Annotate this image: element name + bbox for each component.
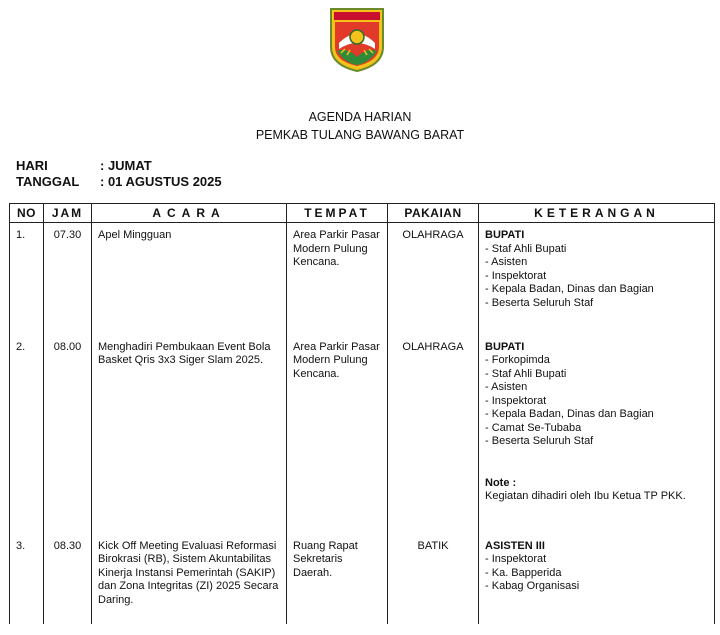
row-pakaian: OLAHRAGA xyxy=(388,335,479,534)
list-item: - Asisten xyxy=(485,256,708,270)
row-tempat: Ruang Rapat Sekretaris Daerah. xyxy=(287,534,388,624)
col-header-no: NO xyxy=(10,204,44,223)
keterangan-head: BUPATI xyxy=(485,229,525,241)
list-item: - Kabag Organisasi xyxy=(485,580,708,594)
agenda-title: AGENDA HARIAN xyxy=(308,110,412,124)
list-item: - Asisten xyxy=(485,381,708,395)
date-label: TANGGAL xyxy=(16,174,80,189)
regency-emblem-logo xyxy=(329,7,385,73)
list-item: - Beserta Seluruh Staf xyxy=(485,435,708,449)
col-header-pakaian: PAKAIAN xyxy=(388,204,479,223)
table-row xyxy=(10,223,715,335)
row-jam: 08.30 xyxy=(44,534,92,624)
table-row xyxy=(10,534,715,624)
row-tempat: Area Parkir Pasar Modern Pulung Kencana. xyxy=(287,223,388,335)
keterangan-head: ASISTEN III xyxy=(485,539,545,552)
row-keterangan xyxy=(479,335,715,534)
attendee-list xyxy=(485,553,708,594)
list-item: - Inspektorat xyxy=(485,395,708,409)
day-value: : JUMAT xyxy=(100,158,152,173)
list-item: - Beserta Seluruh Staf xyxy=(485,297,708,311)
list-item: - Camat Se-Tubaba xyxy=(485,422,708,436)
row-acara: Menghadiri Pembukaan Event Bola Basket Qris 3x3 Siger Slam 2025. xyxy=(92,335,287,534)
attendee-list xyxy=(485,354,708,449)
row-acara: Apel Mingguan xyxy=(92,223,287,335)
note-text: Kegiatan dihadiri oleh Ibu Ketua TP PKK. xyxy=(485,490,686,502)
col-header-acara: ACARA xyxy=(92,204,287,223)
row-keterangan xyxy=(479,223,715,335)
row-keterangan xyxy=(479,534,715,624)
list-item: - Ka. Bapperida xyxy=(485,567,708,581)
row-jam: 07.30 xyxy=(44,223,92,335)
row-pakaian: BATIK xyxy=(388,534,479,624)
table-row xyxy=(10,335,715,534)
col-header-tempat: TEMPAT xyxy=(287,204,388,223)
agenda-table xyxy=(9,203,715,624)
col-header-jam: JAM xyxy=(44,204,92,223)
list-item: - Staf Ahli Bupati xyxy=(485,368,708,382)
row-tempat: Area Parkir Pasar Modern Pulung Kencana. xyxy=(287,335,388,534)
list-item: - Inspektorat xyxy=(485,553,708,567)
list-item: - Forkopimda xyxy=(485,354,708,368)
row-no: 2. xyxy=(10,335,44,534)
row-jam: 08.00 xyxy=(44,335,92,534)
row-no: 1. xyxy=(10,223,44,335)
note-label: Note : xyxy=(485,476,517,489)
keterangan-head: BUPATI xyxy=(485,340,525,353)
row-pakaian: OLAHRAGA xyxy=(388,223,479,335)
attendee-list xyxy=(485,243,708,311)
row-no: 3. xyxy=(10,534,44,624)
table-header-row xyxy=(10,204,715,223)
agenda-subtitle: PEMKAB TULANG BAWANG BARAT xyxy=(255,128,465,142)
row-acara: Kick Off Meeting Evaluasi Reformasi Birokrasi (RB), Sistem Akuntabilitas Kinerja Instansi Pemerintah (SAKIP) dan Zona Integritas (ZI) 2025 Secara Daring. xyxy=(92,534,287,624)
day-row xyxy=(16,158,152,173)
list-item: - Staf Ahli Bupati xyxy=(485,243,708,257)
date-row xyxy=(16,174,222,189)
col-header-keterangan: KETERANGAN xyxy=(479,204,715,223)
list-item: - Kepala Badan, Dinas dan Bagian xyxy=(485,283,708,297)
day-label: HARI xyxy=(16,158,48,173)
list-item: - Kepala Badan, Dinas dan Bagian xyxy=(485,408,708,422)
date-value: : 01 AGUSTUS 2025 xyxy=(100,174,222,189)
list-item: - Inspektorat xyxy=(485,270,708,284)
